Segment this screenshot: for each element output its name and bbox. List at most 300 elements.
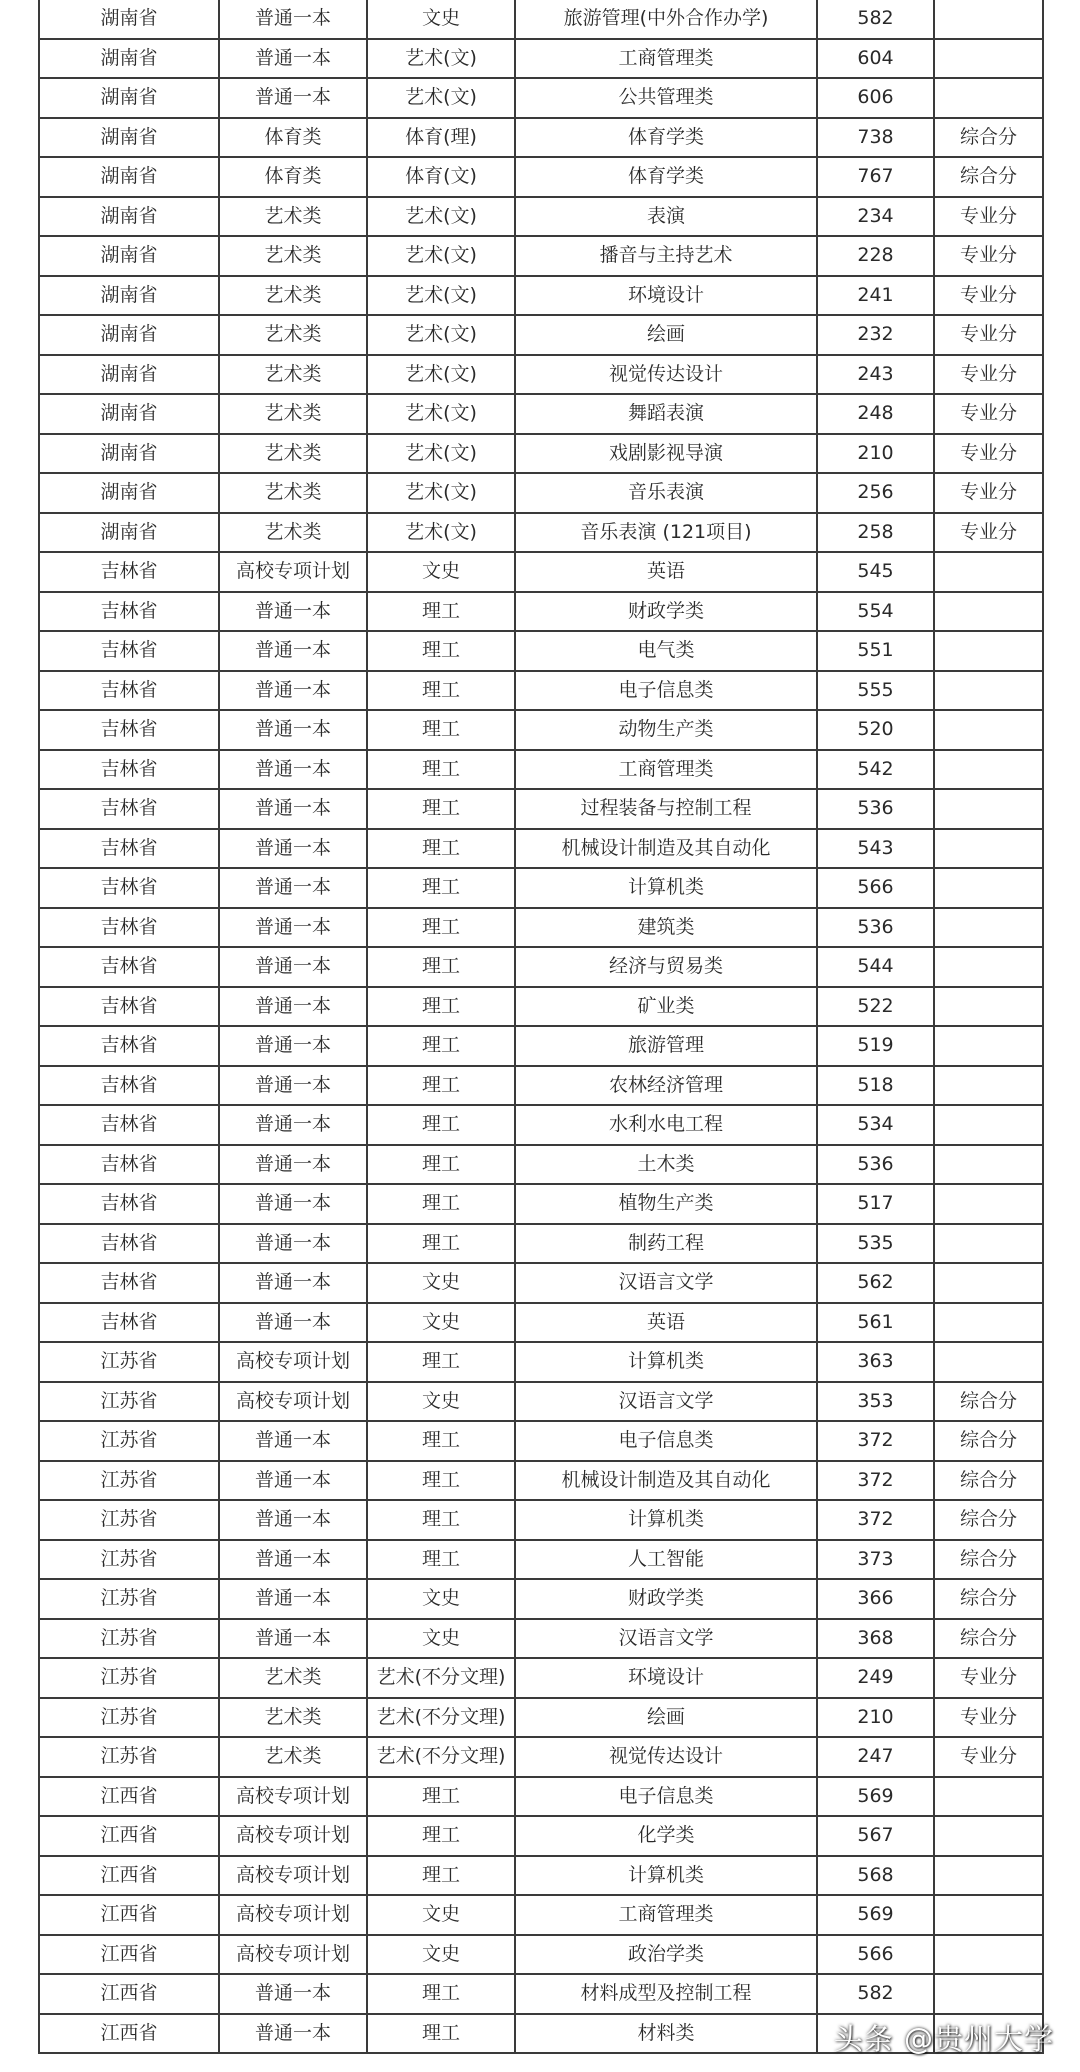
batch-cell: 普通一本 — [219, 1184, 367, 1224]
subject-type-cell: 理工 — [367, 750, 515, 790]
batch-cell: 艺术类 — [219, 355, 367, 395]
batch-cell: 艺术类 — [219, 276, 367, 316]
major-cell: 表演 — [515, 197, 817, 237]
score-type-cell: 专业分 — [934, 315, 1043, 355]
table-row — [39, 39, 1043, 79]
subject-type-cell: 理工 — [367, 1184, 515, 1224]
score-cell: 569 — [817, 1895, 934, 1935]
subject-type-cell: 理工 — [367, 1105, 515, 1145]
subject-type-cell: 理工 — [367, 1342, 515, 1382]
subject-type-cell: 文史 — [367, 1263, 515, 1303]
subject-type-cell: 艺术(不分文理) — [367, 1737, 515, 1777]
province-cell: 江苏省 — [39, 1382, 219, 1422]
province-cell: 江西省 — [39, 1777, 219, 1817]
major-cell: 工商管理类 — [515, 39, 817, 79]
score-type-cell: 综合分 — [934, 1579, 1043, 1619]
batch-cell: 普通一本 — [219, 1066, 367, 1106]
score-cell: 234 — [817, 197, 934, 237]
table-row — [39, 315, 1043, 355]
batch-cell: 高校专项计划 — [219, 1342, 367, 1382]
score-type-cell — [934, 1145, 1043, 1185]
score-type-cell — [934, 1856, 1043, 1896]
score-cell: 243 — [817, 355, 934, 395]
table-row — [39, 1500, 1043, 1540]
province-cell: 江西省 — [39, 1974, 219, 2014]
score-type-cell — [934, 1026, 1043, 1066]
subject-type-cell: 理工 — [367, 1421, 515, 1461]
table-row — [39, 1579, 1043, 1619]
score-type-cell: 专业分 — [934, 473, 1043, 513]
province-cell: 吉林省 — [39, 1224, 219, 1264]
major-cell: 环境设计 — [515, 276, 817, 316]
score-cell: 247 — [817, 1737, 934, 1777]
score-type-cell — [934, 39, 1043, 79]
score-type-cell: 专业分 — [934, 197, 1043, 237]
subject-type-cell: 理工 — [367, 829, 515, 869]
subject-type-cell: 艺术(文) — [367, 39, 515, 79]
major-cell: 计算机类 — [515, 1856, 817, 1896]
major-cell: 水利水电工程 — [515, 1105, 817, 1145]
major-cell: 环境设计 — [515, 1658, 817, 1698]
subject-type-cell: 体育(文) — [367, 157, 515, 197]
table-row — [39, 1421, 1043, 1461]
score-type-cell — [934, 1895, 1043, 1935]
major-cell: 计算机类 — [515, 868, 817, 908]
subject-type-cell: 艺术(文) — [367, 197, 515, 237]
subject-type-cell: 艺术(文) — [367, 513, 515, 553]
province-cell: 吉林省 — [39, 1303, 219, 1343]
table-row — [39, 197, 1043, 237]
major-cell: 建筑类 — [515, 908, 817, 948]
batch-cell: 普通一本 — [219, 671, 367, 711]
province-cell: 湖南省 — [39, 236, 219, 276]
subject-type-cell: 文史 — [367, 1935, 515, 1975]
batch-cell: 艺术类 — [219, 1698, 367, 1738]
batch-cell: 普通一本 — [219, 987, 367, 1027]
subject-type-cell: 理工 — [367, 1856, 515, 1896]
score-cell: 536 — [817, 1145, 934, 1185]
major-cell: 电子信息类 — [515, 671, 817, 711]
subject-type-cell: 理工 — [367, 1461, 515, 1501]
subject-type-cell: 文史 — [367, 1382, 515, 1422]
province-cell: 湖南省 — [39, 315, 219, 355]
subject-type-cell: 理工 — [367, 868, 515, 908]
province-cell: 江西省 — [39, 1935, 219, 1975]
province-cell: 吉林省 — [39, 1263, 219, 1303]
province-cell: 江苏省 — [39, 1421, 219, 1461]
score-cell: 562 — [817, 1263, 934, 1303]
score-cell: 567 — [817, 1816, 934, 1856]
score-cell: 561 — [817, 1303, 934, 1343]
batch-cell: 高校专项计划 — [219, 1895, 367, 1935]
table-row — [39, 710, 1043, 750]
subject-type-cell: 理工 — [367, 1974, 515, 2014]
table-row — [39, 987, 1043, 1027]
score-type-cell — [934, 1066, 1043, 1106]
score-type-cell — [934, 1224, 1043, 1264]
score-cell: 536 — [817, 789, 934, 829]
major-cell: 经济与贸易类 — [515, 947, 817, 987]
province-cell: 吉林省 — [39, 908, 219, 948]
score-cell: 555 — [817, 671, 934, 711]
subject-type-cell: 文史 — [367, 552, 515, 592]
score-type-cell — [934, 789, 1043, 829]
table-row — [39, 1342, 1043, 1382]
major-cell: 化学类 — [515, 1816, 817, 1856]
batch-cell: 高校专项计划 — [219, 1382, 367, 1422]
major-cell: 旅游管理 — [515, 1026, 817, 1066]
table-row — [39, 868, 1043, 908]
major-cell: 材料成型及控制工程 — [515, 1974, 817, 2014]
score-type-cell — [934, 631, 1043, 671]
major-cell: 植物生产类 — [515, 1184, 817, 1224]
score-cell: 372 — [817, 1500, 934, 1540]
table-row — [39, 434, 1043, 474]
province-cell: 江西省 — [39, 2014, 219, 2054]
major-cell: 过程装备与控制工程 — [515, 789, 817, 829]
score-type-cell: 综合分 — [934, 1500, 1043, 1540]
table-row — [39, 1856, 1043, 1896]
major-cell: 体育学类 — [515, 118, 817, 158]
batch-cell: 普通一本 — [219, 868, 367, 908]
subject-type-cell: 文史 — [367, 1303, 515, 1343]
subject-type-cell: 理工 — [367, 1145, 515, 1185]
subject-type-cell: 体育(理) — [367, 118, 515, 158]
major-cell: 工商管理类 — [515, 750, 817, 790]
major-cell: 播音与主持艺术 — [515, 236, 817, 276]
score-cell: 536 — [817, 908, 934, 948]
batch-cell: 普通一本 — [219, 1145, 367, 1185]
batch-cell: 高校专项计划 — [219, 1856, 367, 1896]
batch-cell: 普通一本 — [219, 1461, 367, 1501]
watermark: 头条 @贵州大学 — [833, 2022, 1054, 2056]
score-cell: 543 — [817, 829, 934, 869]
score-cell: 522 — [817, 987, 934, 1027]
subject-type-cell: 艺术(文) — [367, 78, 515, 118]
batch-cell: 普通一本 — [219, 78, 367, 118]
subject-type-cell: 理工 — [367, 671, 515, 711]
province-cell: 吉林省 — [39, 1105, 219, 1145]
score-type-cell: 综合分 — [934, 1382, 1043, 1422]
province-cell: 湖南省 — [39, 39, 219, 79]
table-row — [39, 1540, 1043, 1580]
batch-cell: 艺术类 — [219, 197, 367, 237]
score-type-cell — [934, 1974, 1043, 2014]
score-type-cell — [934, 987, 1043, 1027]
score-type-cell — [934, 592, 1043, 632]
score-cell: 372 — [817, 1421, 934, 1461]
major-cell: 财政学类 — [515, 1579, 817, 1619]
province-cell: 江苏省 — [39, 1579, 219, 1619]
table-row — [39, 1066, 1043, 1106]
batch-cell: 艺术类 — [219, 315, 367, 355]
batch-cell: 普通一本 — [219, 789, 367, 829]
batch-cell: 高校专项计划 — [219, 1935, 367, 1975]
province-cell: 湖南省 — [39, 157, 219, 197]
score-cell: 232 — [817, 315, 934, 355]
score-cell: 249 — [817, 1658, 934, 1698]
batch-cell: 普通一本 — [219, 1619, 367, 1659]
subject-type-cell: 理工 — [367, 631, 515, 671]
table-row — [39, 1382, 1043, 1422]
subject-type-cell: 理工 — [367, 789, 515, 829]
table-row — [39, 1777, 1043, 1817]
province-cell: 吉林省 — [39, 750, 219, 790]
score-type-cell — [934, 552, 1043, 592]
score-cell: 368 — [817, 1619, 934, 1659]
major-cell: 人工智能 — [515, 1540, 817, 1580]
province-cell: 江苏省 — [39, 1619, 219, 1659]
major-cell: 绘画 — [515, 315, 817, 355]
score-cell: 258 — [817, 513, 934, 553]
subject-type-cell: 艺术(文) — [367, 236, 515, 276]
score-cell: 767 — [817, 157, 934, 197]
score-cell: 606 — [817, 78, 934, 118]
batch-cell: 普通一本 — [219, 750, 367, 790]
score-type-cell: 专业分 — [934, 1698, 1043, 1738]
score-cell: 582 — [817, 1974, 934, 2014]
subject-type-cell: 艺术(文) — [367, 473, 515, 513]
score-cell: 520 — [817, 710, 934, 750]
score-cell: 372 — [817, 1461, 934, 1501]
batch-cell: 普通一本 — [219, 39, 367, 79]
major-cell: 农林经济管理 — [515, 1066, 817, 1106]
province-cell: 江苏省 — [39, 1500, 219, 1540]
batch-cell: 普通一本 — [219, 1105, 367, 1145]
province-cell: 湖南省 — [39, 276, 219, 316]
subject-type-cell: 理工 — [367, 710, 515, 750]
batch-cell: 普通一本 — [219, 829, 367, 869]
major-cell: 音乐表演 — [515, 473, 817, 513]
score-type-cell: 综合分 — [934, 118, 1043, 158]
subject-type-cell: 文史 — [367, 0, 515, 39]
score-cell: 604 — [817, 39, 934, 79]
batch-cell: 普通一本 — [219, 1540, 367, 1580]
subject-type-cell: 文史 — [367, 1895, 515, 1935]
batch-cell: 高校专项计划 — [219, 1816, 367, 1856]
score-type-cell: 专业分 — [934, 236, 1043, 276]
province-cell: 吉林省 — [39, 710, 219, 750]
major-cell: 汉语言文学 — [515, 1619, 817, 1659]
score-type-cell: 专业分 — [934, 276, 1043, 316]
score-cell: 542 — [817, 750, 934, 790]
score-cell: 366 — [817, 1579, 934, 1619]
batch-cell: 高校专项计划 — [219, 552, 367, 592]
subject-type-cell: 理工 — [367, 908, 515, 948]
table-row — [39, 829, 1043, 869]
score-table-sheet — [38, 0, 1042, 2054]
province-cell: 江西省 — [39, 1895, 219, 1935]
table-row — [39, 1895, 1043, 1935]
major-cell: 机械设计制造及其自动化 — [515, 829, 817, 869]
major-cell: 舞蹈表演 — [515, 394, 817, 434]
score-cell: 518 — [817, 1066, 934, 1106]
subject-type-cell: 艺术(文) — [367, 276, 515, 316]
table-row — [39, 1737, 1043, 1777]
score-cell: 228 — [817, 236, 934, 276]
score-cell: 568 — [817, 1856, 934, 1896]
score-type-cell — [934, 1184, 1043, 1224]
score-type-cell — [934, 1342, 1043, 1382]
subject-type-cell: 理工 — [367, 592, 515, 632]
major-cell: 绘画 — [515, 1698, 817, 1738]
batch-cell: 普通一本 — [219, 631, 367, 671]
major-cell: 工商管理类 — [515, 1895, 817, 1935]
province-cell: 吉林省 — [39, 987, 219, 1027]
province-cell: 湖南省 — [39, 197, 219, 237]
score-cell: 519 — [817, 1026, 934, 1066]
major-cell: 制药工程 — [515, 1224, 817, 1264]
score-cell: 551 — [817, 631, 934, 671]
subject-type-cell: 理工 — [367, 2014, 515, 2054]
batch-cell: 艺术类 — [219, 236, 367, 276]
table-row — [39, 1263, 1043, 1303]
score-type-cell — [934, 1816, 1043, 1856]
score-cell: 210 — [817, 434, 934, 474]
score-cell: 534 — [817, 1105, 934, 1145]
score-cell: 566 — [817, 1935, 934, 1975]
major-cell: 音乐表演 (121项目) — [515, 513, 817, 553]
major-cell: 计算机类 — [515, 1342, 817, 1382]
score-type-cell: 综合分 — [934, 157, 1043, 197]
province-cell: 湖南省 — [39, 513, 219, 553]
batch-cell: 普通一本 — [219, 1500, 367, 1540]
subject-type-cell: 理工 — [367, 947, 515, 987]
table-row — [39, 947, 1043, 987]
province-cell: 湖南省 — [39, 118, 219, 158]
subject-type-cell: 艺术(文) — [367, 355, 515, 395]
score-type-cell: 专业分 — [934, 1737, 1043, 1777]
table-row — [39, 0, 1043, 39]
table-row — [39, 236, 1043, 276]
province-cell: 湖南省 — [39, 355, 219, 395]
major-cell: 视觉传达设计 — [515, 355, 817, 395]
table-row — [39, 1303, 1043, 1343]
table-row — [39, 1224, 1043, 1264]
batch-cell: 普通一本 — [219, 1974, 367, 2014]
batch-cell: 高校专项计划 — [219, 1777, 367, 1817]
score-type-cell: 综合分 — [934, 1619, 1043, 1659]
table-row — [39, 631, 1043, 671]
province-cell: 江苏省 — [39, 1342, 219, 1382]
province-cell: 吉林省 — [39, 1184, 219, 1224]
table-row — [39, 1658, 1043, 1698]
province-cell: 湖南省 — [39, 394, 219, 434]
batch-cell: 普通一本 — [219, 2014, 367, 2054]
score-type-cell — [934, 1263, 1043, 1303]
batch-cell: 艺术类 — [219, 394, 367, 434]
table-row — [39, 276, 1043, 316]
batch-cell: 艺术类 — [219, 1658, 367, 1698]
score-type-cell: 专业分 — [934, 1658, 1043, 1698]
subject-type-cell: 理工 — [367, 1066, 515, 1106]
major-cell: 电子信息类 — [515, 1777, 817, 1817]
subject-type-cell: 理工 — [367, 1500, 515, 1540]
subject-type-cell: 理工 — [367, 1026, 515, 1066]
subject-type-cell: 文史 — [367, 1619, 515, 1659]
subject-type-cell: 艺术(不分文理) — [367, 1698, 515, 1738]
province-cell: 江苏省 — [39, 1658, 219, 1698]
major-cell: 公共管理类 — [515, 78, 817, 118]
score-type-cell: 综合分 — [934, 1540, 1043, 1580]
subject-type-cell: 艺术(文) — [367, 394, 515, 434]
table-row — [39, 789, 1043, 829]
batch-cell: 艺术类 — [219, 1737, 367, 1777]
score-cell: 535 — [817, 1224, 934, 1264]
subject-type-cell: 理工 — [367, 1777, 515, 1817]
table-row — [39, 118, 1043, 158]
major-cell: 戏剧影视导演 — [515, 434, 817, 474]
major-cell: 电气类 — [515, 631, 817, 671]
table-row — [39, 1184, 1043, 1224]
score-cell: 517 — [817, 1184, 934, 1224]
batch-cell: 艺术类 — [219, 434, 367, 474]
major-cell: 动物生产类 — [515, 710, 817, 750]
subject-type-cell: 理工 — [367, 1540, 515, 1580]
province-cell: 吉林省 — [39, 631, 219, 671]
province-cell: 江苏省 — [39, 1461, 219, 1501]
province-cell: 湖南省 — [39, 78, 219, 118]
score-type-cell — [934, 0, 1043, 39]
province-cell: 湖南省 — [39, 434, 219, 474]
score-type-cell — [934, 908, 1043, 948]
table-row — [39, 1619, 1043, 1659]
province-cell: 吉林省 — [39, 1066, 219, 1106]
province-cell: 江苏省 — [39, 1540, 219, 1580]
score-type-cell — [934, 671, 1043, 711]
score-cell: 569 — [817, 1777, 934, 1817]
score-type-cell — [934, 868, 1043, 908]
table-row — [39, 394, 1043, 434]
province-cell: 吉林省 — [39, 552, 219, 592]
table-row — [39, 1461, 1043, 1501]
major-cell: 政治学类 — [515, 1935, 817, 1975]
score-type-cell: 专业分 — [934, 394, 1043, 434]
table-row — [39, 552, 1043, 592]
batch-cell: 普通一本 — [219, 592, 367, 632]
batch-cell: 艺术类 — [219, 473, 367, 513]
score-cell: 241 — [817, 276, 934, 316]
subject-type-cell: 理工 — [367, 987, 515, 1027]
province-cell: 吉林省 — [39, 868, 219, 908]
table-row — [39, 513, 1043, 553]
score-type-cell: 综合分 — [934, 1461, 1043, 1501]
table-row — [39, 1105, 1043, 1145]
score-cell: 582 — [817, 0, 934, 39]
major-cell: 土木类 — [515, 1145, 817, 1185]
province-cell: 江苏省 — [39, 1737, 219, 1777]
subject-type-cell: 艺术(文) — [367, 434, 515, 474]
table-row — [39, 355, 1043, 395]
subject-type-cell: 理工 — [367, 1816, 515, 1856]
table-row — [39, 1816, 1043, 1856]
batch-cell: 普通一本 — [219, 1421, 367, 1461]
subject-type-cell: 理工 — [367, 1224, 515, 1264]
table-row — [39, 1974, 1043, 2014]
province-cell: 吉林省 — [39, 1145, 219, 1185]
score-type-cell — [934, 1105, 1043, 1145]
table-row — [39, 908, 1043, 948]
batch-cell: 普通一本 — [219, 1303, 367, 1343]
province-cell: 吉林省 — [39, 592, 219, 632]
score-type-cell — [934, 1935, 1043, 1975]
province-cell: 吉林省 — [39, 829, 219, 869]
subject-type-cell: 文史 — [367, 1579, 515, 1619]
major-cell: 电子信息类 — [515, 1421, 817, 1461]
score-cell: 248 — [817, 394, 934, 434]
score-type-cell — [934, 1303, 1043, 1343]
major-cell: 英语 — [515, 1303, 817, 1343]
